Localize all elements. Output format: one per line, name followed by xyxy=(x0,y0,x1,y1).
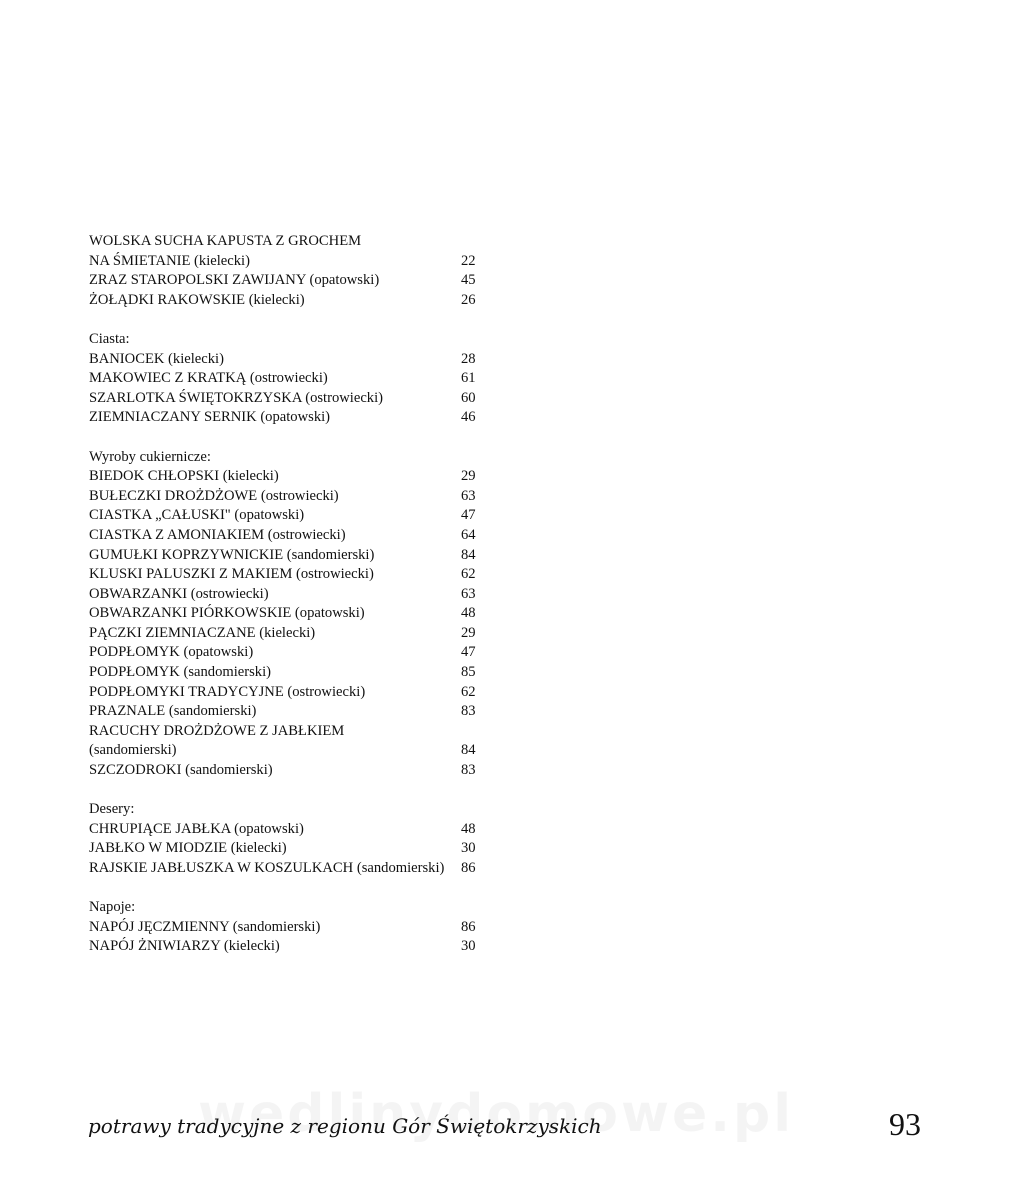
toc-entry-title: ZRAZ STAROPOLSKI ZAWIJANY (opatowski) xyxy=(89,272,380,289)
toc-entry xyxy=(89,389,489,409)
section-heading-desery xyxy=(89,800,489,820)
toc-entry xyxy=(89,487,489,507)
toc-entry xyxy=(89,369,489,389)
toc-entry-page: 63 xyxy=(461,585,476,602)
toc-entry xyxy=(89,408,489,428)
toc-entry-title: JABŁKO W MIODZIE (kielecki) xyxy=(89,840,287,857)
toc-entry-title: WOLSKA SUCHA KAPUSTA Z GROCHEM xyxy=(89,233,362,249)
footer-book-title: potrawy tradycyjne z regionu Gór Świętokrzyskich xyxy=(88,1114,602,1138)
section-heading-label: Napoje: xyxy=(89,899,136,916)
toc-entry-title: NAPÓJ JĘCZMIENNY (sandomierski) xyxy=(89,918,321,935)
section-heading-wyroby-cukiernicze xyxy=(89,448,489,468)
toc-entry-title: NA ŚMIETANIE (kielecki) xyxy=(89,252,250,269)
toc-entry xyxy=(89,467,489,487)
toc-entry-page: 61 xyxy=(461,370,476,387)
toc-entry-page: 84 xyxy=(461,742,476,759)
toc-entry-page: 48 xyxy=(461,605,476,622)
toc-entry-title: OBWARZANKI PIÓRKOWSKIE (opatowski) xyxy=(89,605,365,622)
toc-entry-title: MAKOWIEC Z KRATKĄ (ostrowiecki) xyxy=(89,370,328,387)
toc-entry xyxy=(89,604,489,624)
toc-entry-page: 62 xyxy=(461,683,476,700)
toc-entry xyxy=(89,526,489,546)
section-gap xyxy=(89,428,489,448)
toc-entry-title: SZCZODROKI (sandomierski) xyxy=(89,762,273,779)
toc-entry-page: 84 xyxy=(461,546,476,563)
toc-entry xyxy=(89,546,489,566)
toc-entry xyxy=(89,702,489,722)
toc-entry xyxy=(89,918,489,938)
toc-entry-title: ŻOŁĄDKI RAKOWSKIE (kielecki) xyxy=(89,291,305,308)
toc-entry-page: 47 xyxy=(461,644,476,661)
toc-entry-page: 86 xyxy=(461,860,476,876)
toc-entry-title: BUŁECZKI DROŻDŻOWE (ostrowiecki) xyxy=(89,487,339,504)
toc-entry-title: BANIOCEK (kielecki) xyxy=(89,350,224,367)
toc-entry-title: GUMUŁKI KOPRZYWNICKIE (sandomierski) xyxy=(89,546,375,563)
toc-entry-title: CIASTKA „CAŁUSKI" (opatowski) xyxy=(89,507,305,524)
toc-entry-title: OBWARZANKI (ostrowiecki) xyxy=(89,585,269,602)
toc-entry-title: BIEDOK CHŁOPSKI (kielecki) xyxy=(89,468,279,485)
toc-entry xyxy=(89,271,489,291)
toc-entry-page: 83 xyxy=(461,762,476,779)
section-heading-ciasta xyxy=(89,330,489,350)
toc-entry-title: SZARLOTKA ŚWIĘTOKRZYSKA (ostrowiecki) xyxy=(89,389,384,406)
toc-entry-title: PRAZNALE (sandomierski) xyxy=(89,703,257,720)
toc-entry xyxy=(89,565,489,585)
toc-entry-page: 28 xyxy=(461,350,476,367)
toc-entry xyxy=(89,624,489,644)
toc-entry-title: RAJSKIE JABŁUSZKA W KOSZULKACH (sandomierski) xyxy=(89,860,445,876)
toc-entry-title: ZIEMNIACZANY SERNIK (opatowski) xyxy=(89,409,331,426)
toc-entry-page: 63 xyxy=(461,487,476,504)
toc-entry xyxy=(89,683,489,703)
toc-entry-title: KLUSKI PALUSZKI Z MAKIEM (ostrowiecki) xyxy=(89,566,374,583)
toc-entry-page: 47 xyxy=(461,507,476,524)
toc-entry-title: NAPÓJ ŻNIWIARZY (kielecki) xyxy=(89,938,280,955)
toc-entry-page: 62 xyxy=(461,566,476,583)
section-gap xyxy=(89,781,489,801)
section-heading-label: Desery: xyxy=(89,801,135,818)
toc-entry-title: CIASTKA Z AMONIAKIEM (ostrowiecki) xyxy=(89,526,346,543)
toc-entry xyxy=(89,585,489,605)
toc-entry-page: 22 xyxy=(461,252,476,269)
toc-entry-page: 83 xyxy=(461,703,476,720)
toc-entry-page: 60 xyxy=(461,389,476,406)
toc-entry-page: 85 xyxy=(461,664,476,681)
toc-entry-page: 64 xyxy=(461,526,476,543)
toc-entry xyxy=(89,663,489,683)
toc-entry xyxy=(89,350,489,370)
section-gap xyxy=(89,879,489,899)
toc-entry xyxy=(89,839,489,859)
page-number: 93 xyxy=(889,1106,921,1142)
toc-entry xyxy=(89,937,489,957)
toc-entry-title: PODPŁOMYK (opatowski) xyxy=(89,644,254,661)
toc-entry-page: 29 xyxy=(461,468,476,485)
toc-entry xyxy=(89,252,489,272)
toc-entry xyxy=(89,506,489,526)
section-gap xyxy=(89,310,489,330)
toc-entry-page: 30 xyxy=(461,840,476,857)
toc-entry-page: 46 xyxy=(461,409,476,426)
toc-entry xyxy=(89,291,489,311)
section-heading-napoje xyxy=(89,898,489,918)
toc-entry-title: PODPŁOMYK (sandomierski) xyxy=(89,664,272,681)
toc-entry-title: PĄCZKI ZIEMNIACZANE (kielecki) xyxy=(89,624,316,641)
toc-entry xyxy=(89,643,489,663)
table-of-contents xyxy=(89,232,489,957)
toc-entry-page: 26 xyxy=(461,291,476,308)
toc-entry-page: 48 xyxy=(461,820,476,837)
toc-entry xyxy=(89,859,489,879)
toc-entry xyxy=(89,820,489,840)
toc-entry-page: 30 xyxy=(461,938,476,955)
toc-entry-title: PODPŁOMYKI TRADYCYJNE (ostrowiecki) xyxy=(89,683,366,700)
toc-entry-page: 45 xyxy=(461,272,476,289)
toc-entry xyxy=(89,232,489,252)
toc-entry-title: (sandomierski) xyxy=(89,742,177,759)
toc-entry xyxy=(89,722,489,742)
toc-entry-page: 29 xyxy=(461,624,476,641)
toc-entry-title: CHRUPIĄCE JABŁKA (opatowski) xyxy=(89,820,304,837)
section-heading-label: Ciasta: xyxy=(89,330,130,347)
toc-entry-page: 86 xyxy=(461,918,476,935)
toc-entry xyxy=(89,741,489,761)
section-heading-label: Wyroby cukiernicze: xyxy=(89,448,211,465)
toc-entry-title: RACUCHY DROŻDŻOWE Z JABŁKIEM xyxy=(89,722,345,739)
toc-entry xyxy=(89,761,489,781)
